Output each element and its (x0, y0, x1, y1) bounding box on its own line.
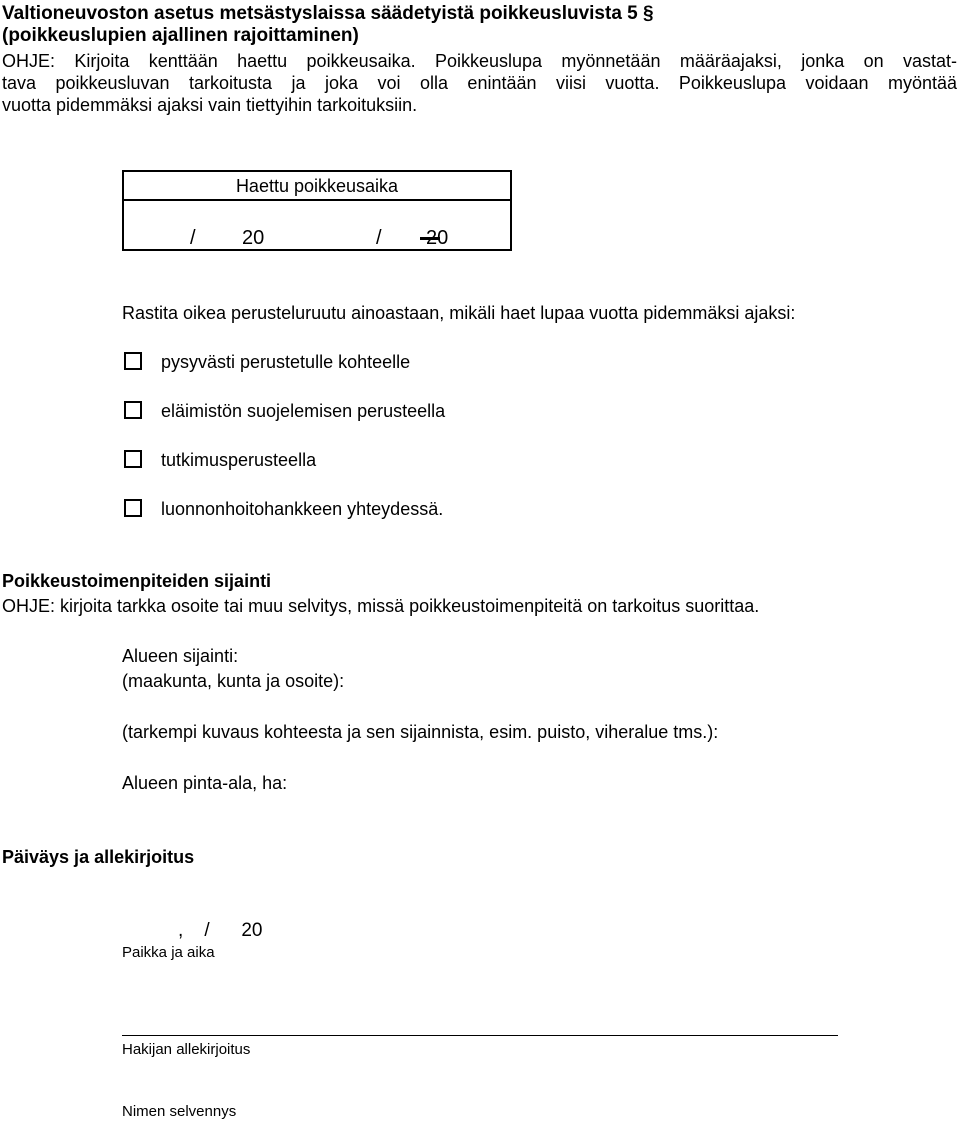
area-location-field[interactable] (400, 668, 940, 694)
period-box (122, 170, 512, 251)
area-location-detail-label: (maakunta, kunta ja osoite): (122, 671, 345, 691)
location-title: Poikkeustoimenpiteiden sijainti (2, 571, 272, 591)
period-heading: Haettu poikkeusaika (124, 172, 510, 201)
period-start-slash: / (190, 227, 196, 249)
checkbox-label: pysyvästi perustetulle kohteelle (161, 352, 411, 372)
checkbox[interactable] (124, 401, 142, 419)
signature-line (122, 1035, 838, 1036)
area-size-field[interactable] (330, 770, 940, 796)
period-input-area[interactable] (124, 201, 510, 249)
form-title: Valtioneuvoston asetus metsästyslaissa säädetyistä poikkeusluvista 5 § (2, 3, 654, 24)
place-date-field[interactable] (122, 915, 422, 943)
instruction-line: tava poikkeusluvan tarkoitusta ja joka voi olla enintään viisi vuotta. Poikkeuslupa voidaan myöntää (2, 73, 957, 93)
checkbox[interactable] (124, 450, 142, 468)
period-end-slash: / (376, 227, 382, 249)
checkbox-label: luonnonhoitohankkeen yhteydessä. (161, 499, 444, 519)
form-subtitle: (poikkeuslupien ajallinen rajoittaminen) (2, 25, 359, 46)
signature-date: , / 20 (178, 920, 263, 941)
area-description-label: (tarkempi kuvaus kohteesta ja sen sijainnista, esim. puisto, viheralue tms.): (122, 722, 719, 742)
signature-field[interactable] (122, 1000, 838, 1034)
reasons-intro: Rastita oikea perusteluruutu ainoastaan, mikäli haet lupaa vuotta pidemmäksi ajaksi: (122, 303, 796, 323)
checkbox[interactable] (124, 499, 142, 517)
area-description-field[interactable] (122, 746, 940, 770)
place-date-label: Paikka ja aika (122, 944, 215, 961)
checkbox[interactable] (124, 352, 142, 370)
applicant-signature-label: Hakijan allekirjoitus (122, 1041, 251, 1058)
instruction-line: vuotta pidemmäksi ajaksi vain tiettyihin tarkoituksiin. (2, 95, 418, 115)
name-clarification-label: Nimen selvennys (122, 1103, 237, 1120)
period-end-year: 20 (426, 227, 449, 249)
form-instruction (2, 50, 957, 116)
period-start-year: 20 (242, 227, 265, 249)
name-clarification-field[interactable] (122, 1070, 838, 1100)
instruction-line: OHJE: Kirjoita kenttään haettu poikkeusaika. Poikkeuslupa myönnetään määräajaksi, jonka on vastat- (2, 51, 957, 71)
location-instruction: OHJE: kirjoita tarkka osoite tai muu selvitys, missä poikkeustoimenpiteitä on tarkoitus suorittaa. (2, 596, 760, 616)
checkbox-label: eläimistön suojelemisen perusteella (161, 401, 446, 421)
signature-title: Päiväys ja allekirjoitus (2, 847, 195, 867)
checkbox-label: tutkimusperusteella (161, 450, 317, 470)
area-size-label: Alueen pinta-ala, ha: (122, 773, 288, 793)
area-location-label: Alueen sijainti: (122, 646, 239, 666)
